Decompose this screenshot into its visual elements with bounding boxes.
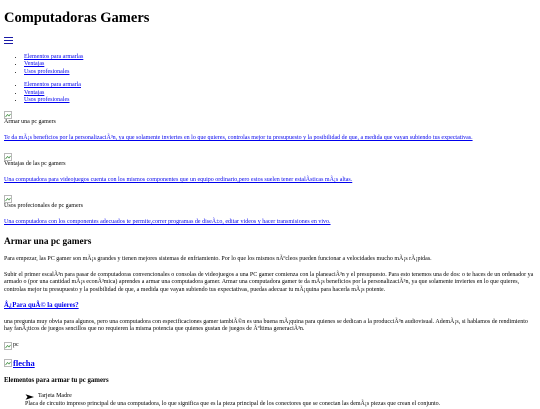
broken-image-icon — [4, 359, 12, 367]
paragraph: Subir el primer escalÃ³n para pasar de computadoras convencionales o consolas de videojuegos a una PC gamer comienza con la planeaciÃ³n y el presupuesto. Para esto tenemos una de dos: o te haces de un ordenador ya armado o (por una cantidad mÃ¡s econÃ³mica) aprendes a armar una computadora gamer. Armar una computadora gamer te da mÃ¡s beneficios por la personalizaciÃ³n, ya que solamente inviertes en lo que quieres, controlas mejor tu presupuesto y la posibilidad de que, a medida que vayan subiendo tus expectativas, puedas adecuar tu mÃ¡quina para hacerla mÃ¡s potente. — [4, 271, 534, 293]
nav-item — [24, 82, 537, 90]
nav-link-elementos-2[interactable]: Elementos para armarla — [24, 82, 81, 89]
primary-nav — [4, 54, 537, 77]
arrow-right-icon — [25, 393, 35, 401]
nav-item — [24, 97, 537, 105]
hamburger-menu-icon[interactable] — [4, 37, 13, 44]
part-name: Tarjeta Madre — [38, 393, 72, 400]
image-alt-text: pc — [13, 342, 19, 349]
card-ventajas — [4, 153, 537, 185]
parts-list — [4, 393, 537, 409]
subheading-question — [4, 302, 537, 310]
section-heading: Armar una pc gamers — [4, 236, 92, 247]
nav-item — [24, 61, 537, 69]
broken-image-icon — [4, 153, 12, 161]
nav-link-elementos[interactable]: Elementos para armarlas — [24, 53, 84, 60]
broken-image-icon — [4, 195, 12, 203]
list-item — [25, 393, 537, 409]
broken-image-icon — [4, 111, 12, 119]
question-link[interactable]: Â¿Para quÃ© la quieres? — [4, 302, 79, 310]
card-link[interactable]: Una computadora con los componentes adecuados te permite,correr programas de diseÃ±o, editar videos y hacer transmisiones en vivo. — [4, 219, 331, 226]
card-armar — [4, 111, 537, 143]
nav-link-ventajas-2[interactable]: Ventajas — [24, 89, 45, 96]
paragraph: Para empezar, las PC gamer son mÃ¡s grandes y tienen mejores sistemas de enfriamiento. Por lo que los mismos nÃºcleos pueden funcionar a velocidades mucho mÃ¡s rÃ¡pidas. — [4, 256, 432, 263]
nav-item — [24, 90, 537, 98]
card-link[interactable]: Te da mÃ¡s beneficios por la personalizaciÃ³n, ya que solamente inviertes en lo que quieres, controlas mejor tu presupuesto y la posibilidad de que, a medida que vayan subiendo tus expectativas. — [4, 135, 473, 142]
broken-image-icon — [4, 342, 12, 350]
card-caption: Armar una pc gamers — [4, 118, 56, 125]
nav-link-usos[interactable]: Usos profesionales — [24, 68, 70, 75]
nav-link-usos-2[interactable]: Usos profesionales — [24, 97, 70, 104]
parts-heading: Elementos para armar tu pc gamers — [4, 376, 109, 384]
card-caption: Ventajas de las pc gamers — [4, 160, 66, 167]
secondary-nav — [4, 82, 537, 105]
card-caption: Usos profecionales de pc gamers — [4, 202, 83, 209]
nav-item — [24, 54, 537, 62]
flecha-link[interactable] — [4, 358, 537, 369]
part-desc: Placa de circuito impreso principal de una computadora, lo que significa que es la pieza principal de los conectores que se conectan las demÃ¡s piezas que crean el conjunto. — [25, 401, 441, 407]
page-title: Computadoras Gamers — [4, 10, 150, 26]
paragraph: una pregunta muy obvia para algunos, pero una computadora con especificaciones gamer tambiÃ©n es una buena mÃ¡quina para quienes se dedican a la producciÃ³n audiovisual. AdemÃ¡s, si hablamos de rendimiento hay fanÃ¡ticos de juegos sencillos que no requieren la misma potencia que quienes gustan de juegos de Ãºltima generaciÃ³n. — [4, 318, 528, 333]
pc-image — [4, 342, 537, 350]
nav-item — [24, 69, 537, 77]
card-usos — [4, 195, 537, 227]
card-link[interactable]: Una computadora para videojuegos cuenta con los mismos componentes que un equipo ordinario,pero estos suelen tener estalÃsticas mÃ¡s altas. — [4, 177, 353, 184]
flecha-label: flecha — [13, 357, 35, 368]
nav-link-ventajas[interactable]: Ventajas — [24, 61, 45, 68]
